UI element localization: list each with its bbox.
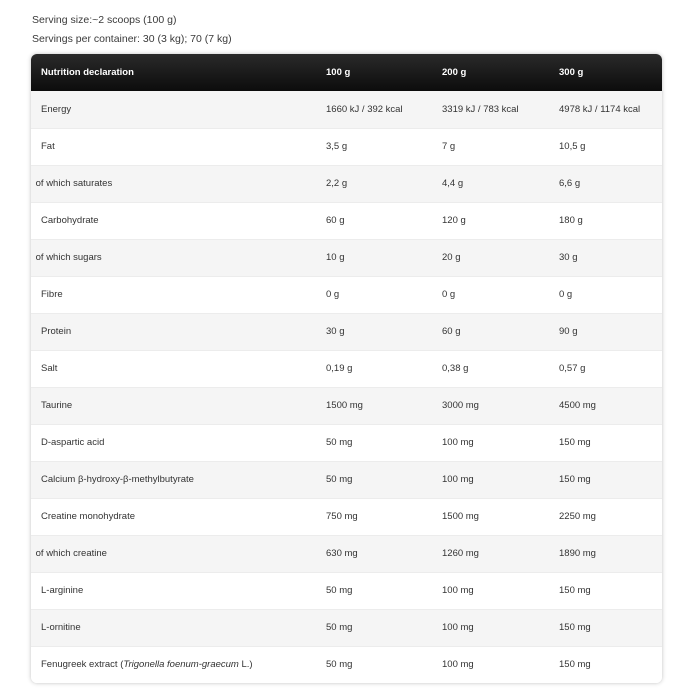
value-300g: 150 mg <box>549 461 662 498</box>
value-200g: 4,4 g <box>432 165 549 202</box>
value-300g: 0,57 g <box>549 350 662 387</box>
value-300g: 180 g <box>549 202 662 239</box>
table-row <box>31 387 662 424</box>
value-200g: 60 g <box>432 313 549 350</box>
value-100g: 630 mg <box>316 535 432 572</box>
header-300g: 300 g <box>559 67 584 78</box>
header-nutrition-declaration: Nutrition declaration <box>41 67 134 78</box>
value-100g: 2,2 g <box>316 165 432 202</box>
table-row <box>31 461 662 498</box>
header-row <box>31 54 662 91</box>
table-row <box>31 165 662 202</box>
value-200g: 1500 mg <box>432 498 549 535</box>
value-300g: 1890 mg <box>549 535 662 572</box>
table-row <box>31 424 662 461</box>
value-300g: 150 mg <box>549 609 662 646</box>
value-200g: 0,38 g <box>432 350 549 387</box>
value-100g: 50 mg <box>316 424 432 461</box>
value-200g: 100 mg <box>432 646 549 683</box>
value-100g: 750 mg <box>316 498 432 535</box>
row-label: of which creatine <box>31 535 316 572</box>
row-label: Carbohydrate <box>31 202 316 239</box>
nutrition-table-container <box>31 54 662 683</box>
table-row <box>31 350 662 387</box>
table-row <box>31 276 662 313</box>
serving-size-text: Serving size:~2 scoops (100 g) <box>32 14 177 26</box>
header-100g: 100 g <box>326 67 351 78</box>
table-row <box>31 572 662 609</box>
value-300g: 4500 mg <box>549 387 662 424</box>
row-label: Energy <box>41 103 72 115</box>
value-200g: 100 mg <box>432 461 549 498</box>
value-200g: 100 mg <box>432 609 549 646</box>
table-row <box>31 128 662 165</box>
row-label-prefix: Fenugreek extract ( <box>41 659 124 671</box>
value-200g: 100 mg <box>432 424 549 461</box>
row-label-latin: Trigonella foenum-graecum <box>123 659 239 671</box>
value-100g: 1660 kJ / 392 kcal <box>326 103 403 115</box>
row-label: Creatine monohydrate <box>31 498 316 535</box>
row-label: Salt <box>31 350 316 387</box>
table-row <box>31 202 662 239</box>
value-200g: 1260 mg <box>432 535 549 572</box>
row-label: L-ornitine <box>31 609 316 646</box>
table-row <box>31 498 662 535</box>
row-label: Fat <box>31 128 316 165</box>
table-row <box>31 535 662 572</box>
value-100g: 60 g <box>316 202 432 239</box>
table-row <box>31 646 662 683</box>
value-100g: 50 mg <box>316 609 432 646</box>
table-row <box>31 313 662 350</box>
value-200g: 120 g <box>432 202 549 239</box>
servings-per-container-text: Servings per container: 30 (3 kg); 70 (7 kg) <box>32 33 232 45</box>
table-row <box>31 239 662 276</box>
value-300g: 150 mg <box>549 424 662 461</box>
value-200g: 7 g <box>432 128 549 165</box>
table-row <box>31 609 662 646</box>
serving-info <box>32 11 232 49</box>
row-label: Protein <box>31 313 316 350</box>
value-200g: 0 g <box>432 276 549 313</box>
value-200g: 3000 mg <box>432 387 549 424</box>
value-100g: 3,5 g <box>316 128 432 165</box>
value-100g: 50 mg <box>316 646 432 683</box>
value-200g: 3319 kJ / 783 kcal <box>442 103 519 115</box>
nutrition-table-header <box>31 54 662 91</box>
row-label: of which saturates <box>31 165 316 202</box>
value-300g: 2250 mg <box>549 498 662 535</box>
value-300g: 0 g <box>549 276 662 313</box>
value-100g: 50 mg <box>316 572 432 609</box>
value-300g: 4978 kJ / 1174 kcal <box>559 103 641 115</box>
value-300g: 6,6 g <box>549 165 662 202</box>
value-300g: 90 g <box>549 313 662 350</box>
nutrition-table <box>31 54 662 683</box>
row-label: D-aspartic acid <box>31 424 316 461</box>
value-300g: 150 mg <box>549 572 662 609</box>
value-100g: 1500 mg <box>316 387 432 424</box>
value-300g: 150 mg <box>549 646 662 683</box>
value-300g: 30 g <box>549 239 662 276</box>
value-200g: 100 mg <box>432 572 549 609</box>
value-100g: 10 g <box>316 239 432 276</box>
value-100g: 50 mg <box>316 461 432 498</box>
table-row <box>31 91 662 128</box>
row-label: L-arginine <box>31 572 316 609</box>
row-label <box>31 646 316 683</box>
nutrition-table-body <box>31 91 662 683</box>
header-200g: 200 g <box>442 67 467 78</box>
row-label-suffix: L.) <box>238 659 253 671</box>
value-100g: 30 g <box>316 313 432 350</box>
row-label: Calcium β-hydroxy-β-methylbutyrate <box>31 461 316 498</box>
row-label: of which sugars <box>31 239 316 276</box>
row-label: Taurine <box>31 387 316 424</box>
value-200g: 20 g <box>432 239 549 276</box>
value-300g: 10,5 g <box>549 128 662 165</box>
value-100g: 0 g <box>316 276 432 313</box>
row-label: Fibre <box>31 276 316 313</box>
value-100g: 0,19 g <box>316 350 432 387</box>
